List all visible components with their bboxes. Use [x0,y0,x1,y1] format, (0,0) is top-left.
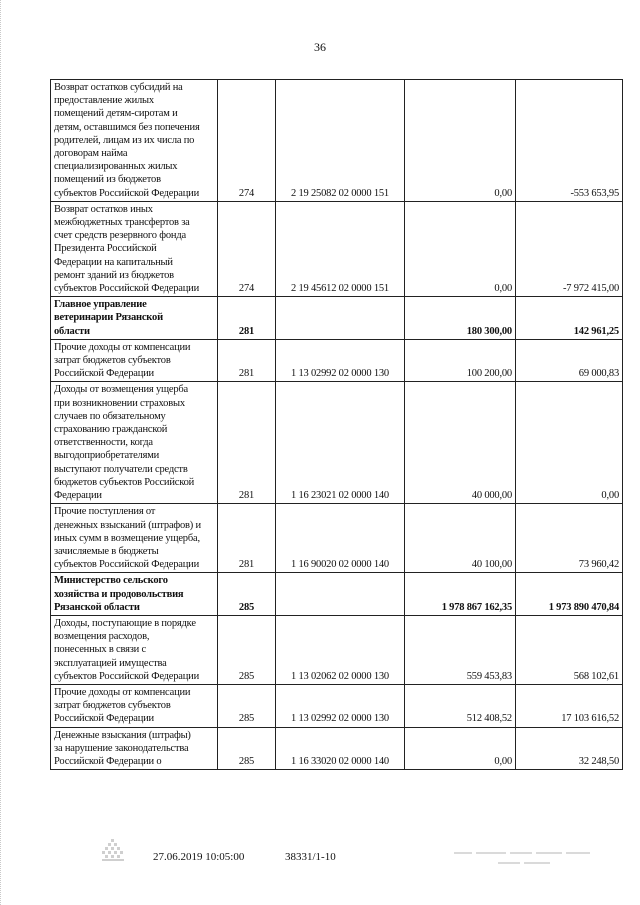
row-kbk-cell [276,339,405,382]
row-code-cell [218,297,276,340]
table-row [51,727,623,770]
row-name-cell [51,573,218,616]
row-code-cell [218,615,276,684]
row-code-text: 274 [238,283,255,295]
budget-revenue-table [50,79,623,770]
footer-timestamp: 27.06.2019 10:05:00 [153,851,245,863]
row-value-plan-cell [405,382,516,504]
row-code-cell [218,201,276,296]
row-value-actual-text: 1 973 890 470,84 [548,601,619,613]
row-value-actual-text: -7 972 415,00 [562,283,619,295]
table-row [51,339,623,382]
faded-watermark [448,847,598,872]
row-kbk-text: 1 16 90020 02 0000 140 [291,559,389,571]
row-value-actual-cell [516,727,623,770]
barcode-icon [102,839,124,863]
table-row [51,504,623,573]
row-code-cell [218,80,276,202]
row-kbk-cell [276,684,405,727]
row-name-text: Прочие поступления от денежных взысканий (штрафов) и иных сумм в возмещение ущерба, зачисляемые в бюджеты субъектов Российской Федерации [54,506,201,571]
row-value-plan-cell [405,573,516,616]
row-code-cell [218,504,276,573]
row-value-actual-text: 0,00 [601,490,619,502]
row-value-plan-text: 0,00 [494,283,512,295]
row-value-plan-text: 559 453,83 [466,670,512,682]
row-name-cell [51,201,218,296]
row-kbk-text: 2 19 25082 02 0000 151 [291,187,389,199]
row-value-actual-text: 142 961,25 [573,325,619,337]
row-value-plan-cell [405,615,516,684]
row-code-text: 285 [238,713,255,725]
row-kbk-text: 1 16 33020 02 0000 140 [291,755,389,767]
row-value-actual-cell [516,382,623,504]
row-code-cell [218,339,276,382]
row-kbk-text: 1 16 23021 02 0000 140 [291,490,389,502]
row-kbk-text: 1 13 02992 02 0000 130 [291,713,389,725]
row-kbk-cell [276,504,405,573]
row-code-cell [218,727,276,770]
page-edge [0,0,4,905]
table-row [51,573,623,616]
table-row [51,684,623,727]
row-value-plan-text: 0,00 [494,755,512,767]
row-code-cell [218,573,276,616]
row-name-text: Прочие доходы от компенсации затрат бюджетов субъектов Российской Федерации [54,341,191,380]
row-code-text: 281 [238,559,255,571]
row-code-text: 285 [238,601,255,613]
row-value-plan-text: 180 300,00 [466,325,512,337]
row-name-cell [51,504,218,573]
row-value-plan-text: 100 200,00 [466,368,512,380]
table-row [51,80,623,202]
table-row [51,201,623,296]
row-kbk-cell [276,727,405,770]
row-name-text: Доходы от возмещения ущерба при возникновении страховых случаев по обязательному страхованию гражданской ответственности, когда выгодоприобретателями выступают получатели средств бюджетов субъектов Российской Федерации [54,384,195,502]
row-kbk-cell [276,80,405,202]
row-value-plan-cell [405,297,516,340]
row-value-actual-text: 69 000,83 [578,368,619,380]
row-value-actual-cell [516,201,623,296]
row-kbk-cell [276,201,405,296]
row-value-plan-cell [405,80,516,202]
row-value-plan-cell [405,727,516,770]
row-name-cell [51,727,218,770]
row-value-plan-text: 40 100,00 [471,559,512,571]
row-code-text: 285 [238,755,255,767]
row-name-text: Главное управление ветеринарии Рязанской области [54,299,163,337]
row-value-actual-text: -553 653,95 [570,187,619,199]
row-name-text: Доходы, поступающие в порядке возмещения расходов, понесенных в связи с эксплуатацией имущества субъектов Российской Федерации [54,617,200,682]
row-name-text: Министерство сельского хозяйства и продовольствия Рязанской области [54,575,184,613]
row-value-plan-cell [405,684,516,727]
row-code-cell [218,684,276,727]
row-name-text: Прочие доходы от компенсации затрат бюджетов субъектов Российской Федерации [54,686,191,725]
row-value-actual-cell [516,615,623,684]
row-kbk-text: 1 13 02062 02 0000 130 [291,670,389,682]
row-name-cell [51,615,218,684]
row-name-text: Возврат остатков субсидий на предоставление жилых помещений детям-сиротам и детям, оставшимся без попечения родителей, лицам из их числа по договорам найма специализированных жилых помещений из бюджетов субъектов Российской Федерации [54,82,200,199]
row-code-text: 281 [238,368,255,380]
row-value-plan-cell [405,504,516,573]
row-code-cell [218,382,276,504]
row-code-text: 281 [238,490,255,502]
row-kbk-cell [276,297,405,340]
row-code-text: 281 [238,325,255,337]
footer-doc-number: 38331/1-10 [285,851,336,863]
row-value-actual-cell [516,573,623,616]
row-value-plan-cell [405,201,516,296]
row-kbk-cell [276,573,405,616]
row-value-actual-text: 73 960,42 [578,559,619,571]
table-row [51,615,623,684]
row-name-cell [51,80,218,202]
row-value-plan-text: 1 978 867 162,35 [441,601,512,613]
row-name-cell [51,382,218,504]
row-value-actual-cell [516,339,623,382]
row-value-plan-text: 0,00 [494,187,512,199]
row-value-actual-cell [516,504,623,573]
row-kbk-cell [276,615,405,684]
row-kbk-cell [276,382,405,504]
row-value-actual-text: 17 103 616,52 [561,713,619,725]
table-row [51,297,623,340]
row-kbk-text: 2 19 45612 02 0000 151 [291,283,389,295]
row-code-text: 274 [238,187,255,199]
row-value-actual-cell [516,297,623,340]
row-name-text: Денежные взыскания (штрафы) за нарушение законодательства Российской Федерации о [54,729,191,767]
row-value-actual-cell [516,684,623,727]
row-code-text: 285 [238,670,255,682]
row-value-actual-text: 32 248,50 [578,755,619,767]
row-name-cell [51,339,218,382]
row-value-actual-cell [516,80,623,202]
row-name-text: Возврат остатков иных межбюджетных трансфертов за счет средств резервного фонда Президента Российской Федерации на капитальный ремонт зданий из бюджетов субъектов Российской Федерации [54,203,200,295]
row-value-plan-text: 512 408,52 [466,713,512,725]
row-value-plan-text: 40 000,00 [471,490,512,502]
row-name-cell [51,684,218,727]
row-name-cell [51,297,218,340]
row-value-actual-text: 568 102,61 [573,670,619,682]
page-number: 36 [314,40,326,54]
row-value-plan-cell [405,339,516,382]
row-kbk-text: 1 13 02992 02 0000 130 [291,368,389,380]
table-row [51,382,623,504]
